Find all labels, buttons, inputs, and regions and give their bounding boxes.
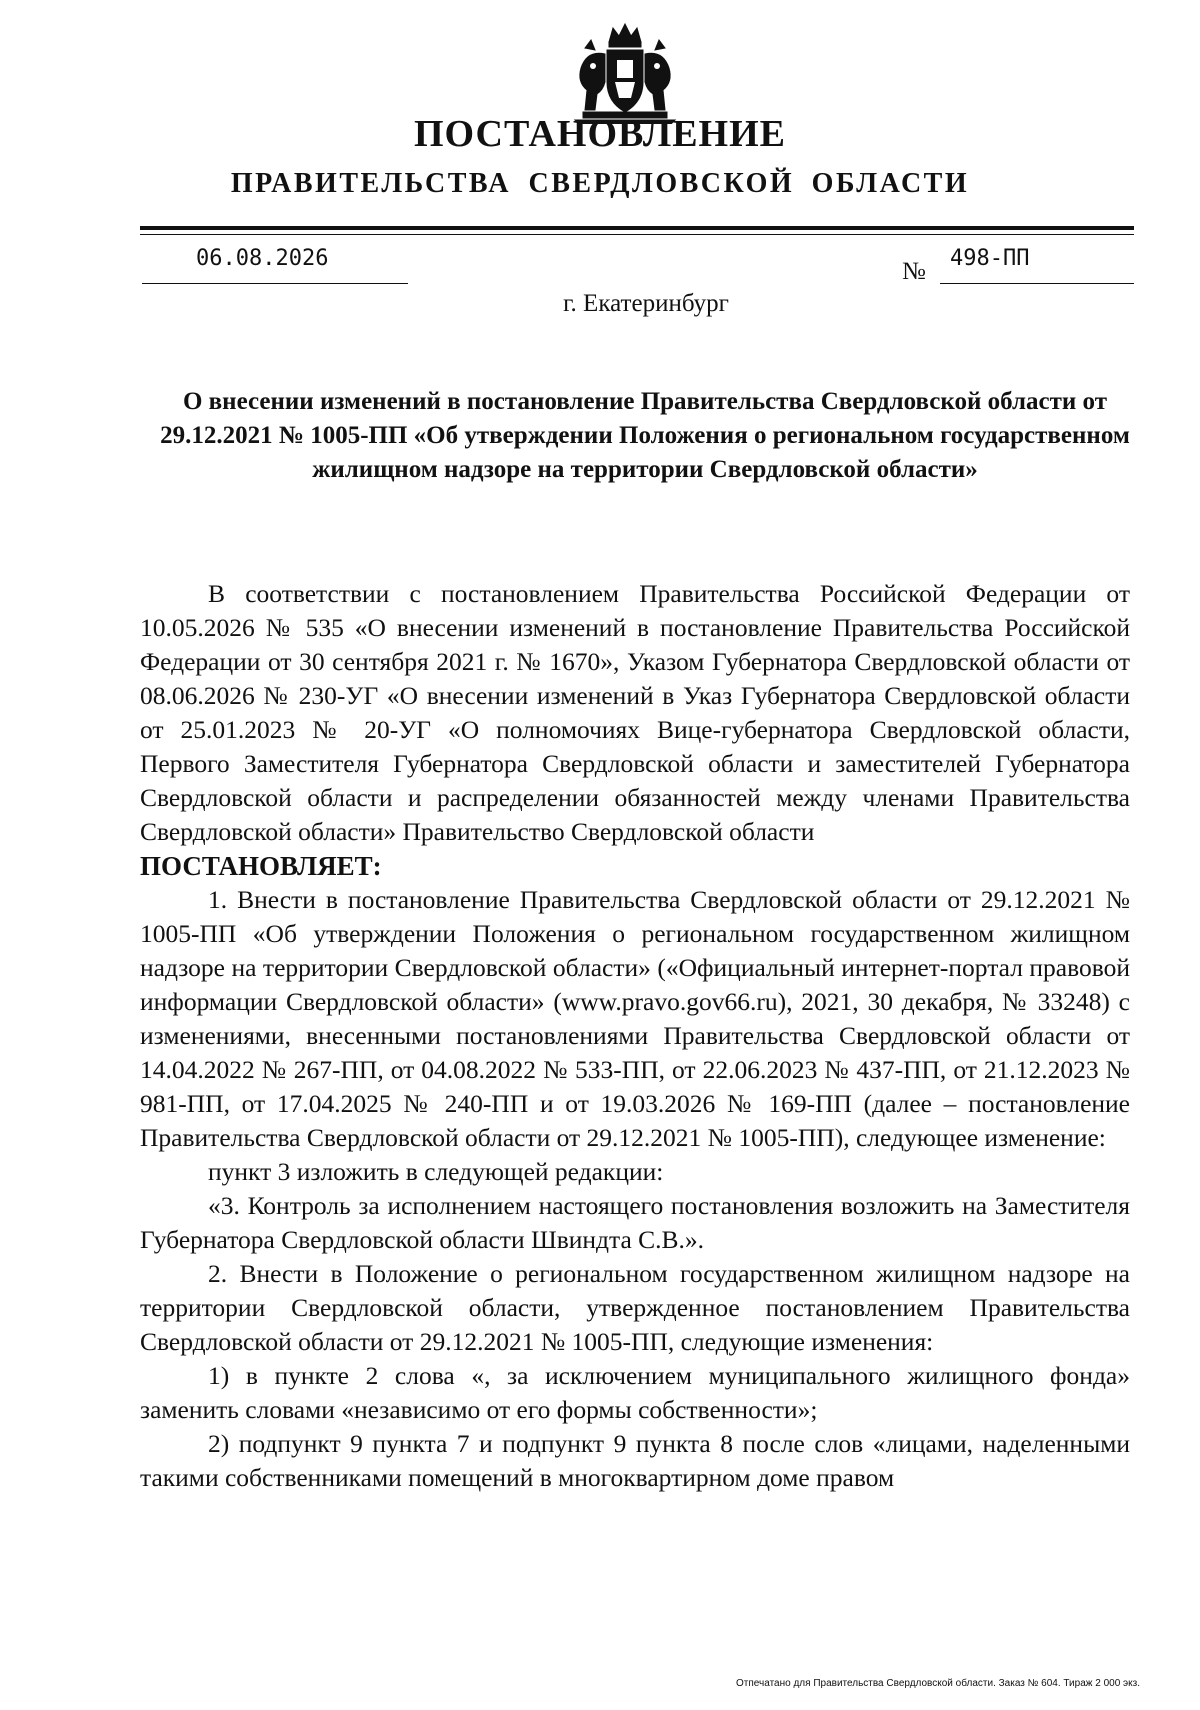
item-2-paragraph: 2. Внести в Положение о региональном государственном жилищном надзоре на территории Свердловской области, утвержденное постановлением Правительства Свердловской области от 29.12.2021 № 1005-ПП, следующие изменения:	[140, 1259, 1130, 1356]
number-underline	[940, 283, 1134, 284]
item-1-quote: «3. Контроль за исполнением настоящего постановления возложить на Заместителя Губернатора Свердловской области Швиндта С.В.».	[140, 1191, 1130, 1254]
decree-heading: ПОСТАНОВЛЯЕТ:	[140, 851, 382, 881]
document-type-title: ПОСТАНОВЛЕНИЕ	[413, 113, 787, 155]
header-rule-thick	[140, 226, 1134, 230]
item-2-subitem-2: 2) подпункт 9 пункта 7 и подпункт 9 пункта 8 после слов «лицами, наделенными такими собственниками помещений в многоквартирном доме правом	[140, 1429, 1130, 1492]
item-1-instruction: пункт 3 изложить в следующей редакции:	[208, 1157, 664, 1186]
header-rule-thin	[140, 234, 1134, 235]
city: г. Екатеринбург	[563, 290, 729, 317]
document-body	[140, 577, 1130, 1495]
item-1-paragraph: 1. Внести в постановление Правительства Свердловской области от 29.12.2021 № 1005-ПП «Об утверждении Положения о региональном государственном жилищном надзоре на территории Свердловской области» («Официальный интернет-портал правовой информации Свердловской области» (www.pravo.gov66.ru), 2021, 30 декабря, № 33248) с изменениями, внесенными постановлениями Правительства Свердловской области от 14.04.2022 № 267-ПП, от 04.08.2022 № 533-ПП, от 22.06.2023 № 437-ПП, от 21.12.2023 № 981-ПП, от 17.04.2025 № 240-ПП и от 19.03.2026 № 169-ПП (далее – постановление Правительства Свердловской области от 29.12.2021 № 1005-ПП), следующее изменение:	[140, 885, 1130, 1152]
coat-of-arms-icon	[565, 20, 685, 124]
print-footer: Отпечатано для Правительства Свердловской области. Заказ № 604. Тираж 2 000 экз.	[736, 1678, 1140, 1689]
document-number: 498-ПП	[950, 246, 1030, 271]
document-date: 06.08.2026	[196, 246, 329, 271]
item-2-subitem-1: 1) в пункте 2 слова «, за исключением муниципального жилищного фонда» заменить словами «независимо от его формы собственности»;	[140, 1361, 1130, 1424]
preamble-paragraph: В соответствии с постановлением Правительства Российской Федерации от 10.05.2026 № 535 «О внесении изменений в постановление Правительства Российской Федерации от 30 сентября 2021 г. № 1670», Указом Губернатора Свердловской области от 08.06.2026 № 230-УГ «О внесении изменений в Указ Губернатора Свердловской области от 25.01.2023 № 20-УГ «О полномочиях Вице-губернатора Свердловской области, Первого Заместителя Губернатора Свердловской области и заместителей Губернатора Свердловской области и распределении обязанностей между членами Правительства Свердловской области» Правительство Свердловской области	[140, 579, 1130, 846]
issuing-authority: ПРАВИТЕЛЬСТВА СВЕРДЛОВСКОЙ ОБЛАСТИ	[230, 168, 970, 199]
date-underline	[142, 283, 408, 284]
document-subject: О внесении изменений в постановление Правительства Свердловской области от 29.12.2021 № 1005-ПП «Об утверждении Положения о региональном государственном жилищном надзоре на территории Свердловской области»	[160, 388, 1130, 483]
number-sign: №	[902, 258, 926, 285]
